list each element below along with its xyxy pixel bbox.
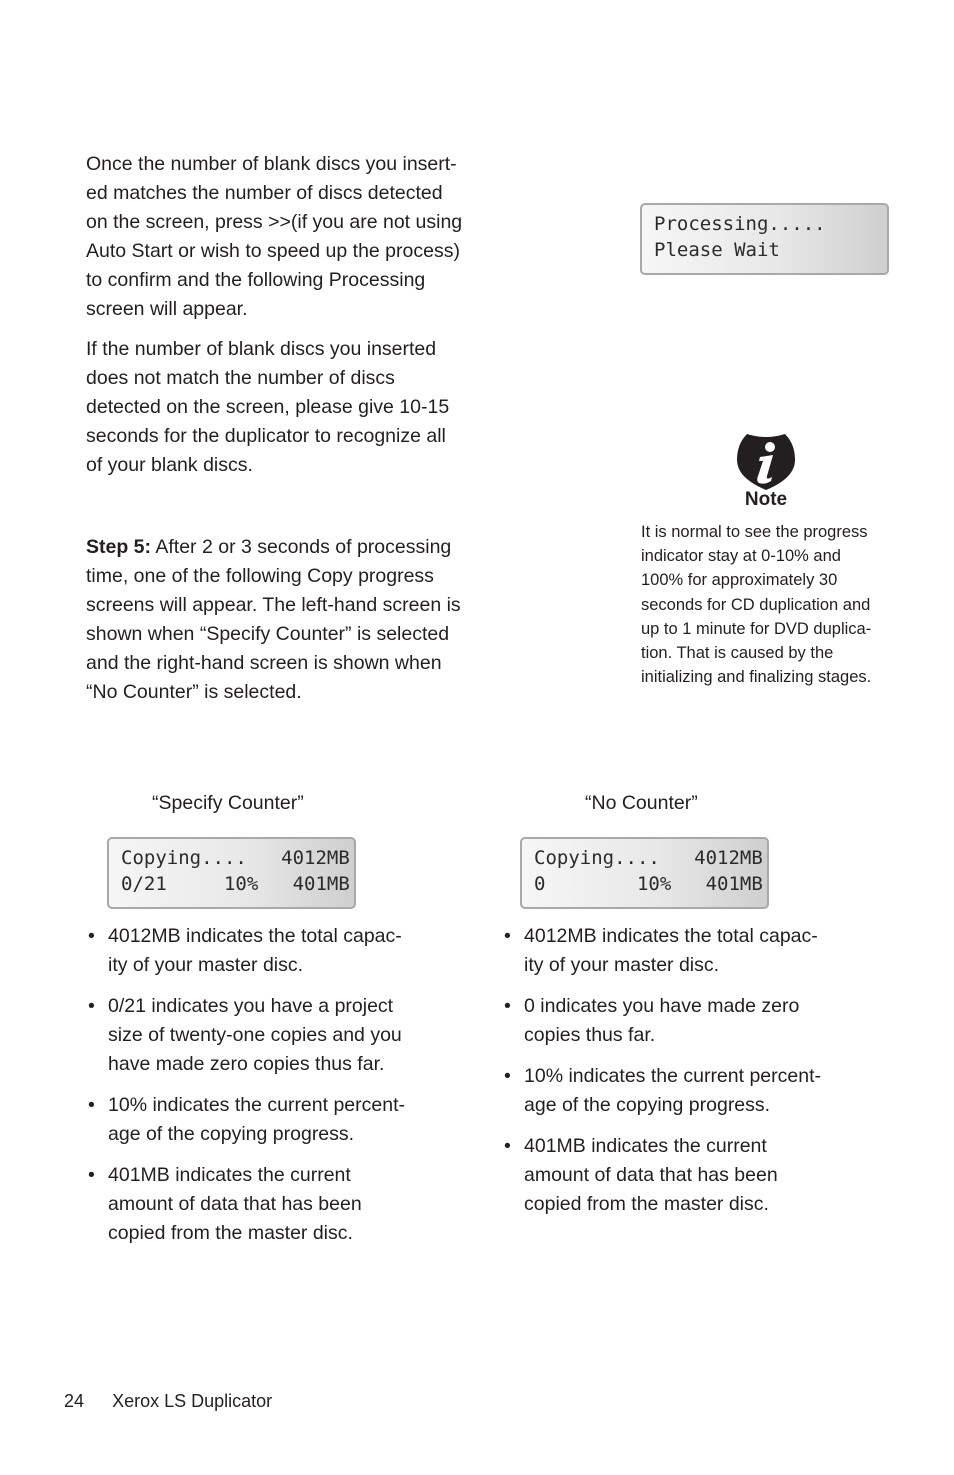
bullet-glyph: • <box>504 1065 511 1087</box>
note-label: Note <box>744 489 788 510</box>
text-line: 401MB indicates the current <box>524 1135 767 1157</box>
text-line: indicator stay at 0-10% and <box>641 547 841 566</box>
intro-paragraph-2 <box>86 335 486 480</box>
bullet-glyph: • <box>88 1164 95 1186</box>
bullet-glyph: • <box>504 925 511 947</box>
bullet-glyph: • <box>88 1094 95 1116</box>
text-line: “No Counter” is selected. <box>86 681 302 703</box>
text-line: copied from the master disc. <box>524 1193 769 1215</box>
step-5-paragraph <box>86 533 486 707</box>
text-line: It is normal to see the progress <box>641 523 868 541</box>
list-item <box>502 992 862 1050</box>
step-5-first-line: After 2 or 3 seconds of processing <box>151 536 452 558</box>
text-line: 0/21 indicates you have a project <box>108 995 394 1017</box>
no-counter-caption: “No Counter” <box>585 792 698 814</box>
text-line: 10% indicates the current percent- <box>524 1065 821 1087</box>
specify-counter-bullet-list <box>86 922 446 1260</box>
specify-counter-caption: “Specify Counter” <box>152 792 304 814</box>
note-text <box>641 520 901 689</box>
text-line: If the number of blank discs you inserted <box>86 338 437 360</box>
text-line: amount of data that has been <box>524 1164 778 1186</box>
text-line: initializing and finalizing stages. <box>641 668 872 687</box>
specify-counter-lcd-screen <box>107 837 356 909</box>
text-line: ity of your master disc. <box>108 954 304 976</box>
processing-lcd-screen <box>640 203 889 275</box>
document-title: Xerox LS Duplicator <box>112 1391 273 1411</box>
text-line: Once the number of blank discs you insert- <box>86 153 457 175</box>
list-item <box>86 922 446 980</box>
bullet-glyph: • <box>504 995 511 1017</box>
text-line <box>86 533 486 562</box>
lcd-line-1: Copying.... 4012MB <box>121 847 350 869</box>
text-line: age of the copying progress. <box>524 1094 771 1116</box>
text-line: and the right-hand screen is shown when <box>86 652 442 674</box>
step-5-label: Step 5: <box>86 536 152 558</box>
text-line: 401MB indicates the current <box>108 1164 351 1186</box>
list-item <box>86 1091 446 1149</box>
text-line: 10% indicates the current percent- <box>108 1094 405 1116</box>
text-line: copied from the master disc. <box>108 1222 353 1244</box>
text-line: screens will appear. The left-hand screen is <box>86 594 461 616</box>
text-line: ed matches the number of discs detected <box>86 182 443 204</box>
lcd-line-1: Processing..... <box>654 213 826 235</box>
text-line: screen will appear. <box>86 298 248 320</box>
text-line: 100% for approximately 30 <box>641 571 838 590</box>
text-line: 4012MB indicates the total capac- <box>108 925 402 947</box>
text-line: tion. That is caused by the <box>641 644 834 663</box>
text-line: 4012MB indicates the total capac- <box>524 925 818 947</box>
info-shield-icon <box>735 430 797 492</box>
text-line: Auto Start or wish to speed up the process) <box>86 240 460 262</box>
text-line: on the screen, press >>(if you are not using <box>86 211 463 233</box>
lcd-line-2: 0/21 10% 401MB <box>121 873 350 895</box>
list-item <box>502 922 862 980</box>
no-counter-lcd-screen <box>520 837 769 909</box>
text-line: time, one of the following Copy progress <box>86 565 434 587</box>
text-line: copies thus far. <box>524 1024 656 1046</box>
text-line: size of twenty-one copies and you <box>108 1024 402 1046</box>
no-counter-bullet-list <box>502 922 862 1231</box>
list-item <box>502 1132 862 1219</box>
text-line: shown when “Specify Counter” is selected <box>86 623 450 645</box>
bullet-glyph: • <box>88 925 95 947</box>
text-line: detected on the screen, please give 10-15 <box>86 396 450 418</box>
list-item <box>502 1062 862 1120</box>
text-line: seconds for CD duplication and <box>641 595 871 614</box>
text-line: up to 1 minute for DVD duplica- <box>641 619 872 638</box>
intro-paragraph-1 <box>86 150 486 324</box>
lcd-line-1: Copying.... 4012MB <box>534 847 763 869</box>
list-item <box>86 1161 446 1248</box>
list-item <box>86 992 446 1079</box>
text-line: seconds for the duplicator to recognize all <box>86 425 446 447</box>
text-line: have made zero copies thus far. <box>108 1053 385 1075</box>
page-footer <box>64 1389 272 1413</box>
page-number: 24 <box>64 1391 85 1411</box>
text-line: does not match the number of discs <box>86 367 395 389</box>
bullet-glyph: • <box>504 1135 511 1157</box>
bullet-glyph: • <box>88 995 95 1017</box>
lcd-line-2: Please Wait <box>654 239 780 261</box>
text-line: of your blank discs. <box>86 454 253 476</box>
text-line: to confirm and the following Processing <box>86 269 426 291</box>
text-line: 0 indicates you have made zero <box>524 995 800 1017</box>
lcd-line-2: 0 10% 401MB <box>534 873 763 895</box>
text-line: ity of your master disc. <box>524 954 720 976</box>
text-line: amount of data that has been <box>108 1193 362 1215</box>
text-line: age of the copying progress. <box>108 1123 355 1145</box>
